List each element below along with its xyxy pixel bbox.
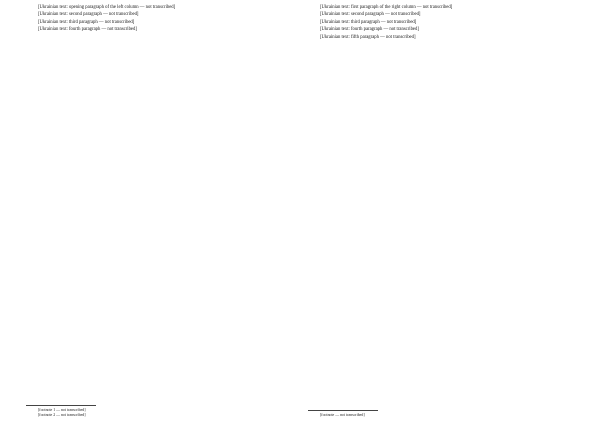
right-paragraph-2: [Ukrainian text: second paragraph — not transcribed]: [320, 12, 421, 18]
footnote-divider: [308, 410, 378, 411]
left-footnote-1: [footnote 1 — not transcribed]: [38, 407, 86, 412]
left-footnote-2: [footnote 2 — not transcribed]: [38, 412, 86, 417]
right-footnotes: [308, 408, 574, 418]
left-paragraph-2: [Ukrainian text: second paragraph — not transcribed]: [38, 12, 139, 18]
footnote-divider: [26, 405, 96, 406]
left-column-body: [26, 4, 290, 362]
right-text-column: [308, 4, 574, 418]
right-paragraph-1: [Ukrainian text: first paragraph of the right column — not transcribed]: [320, 5, 453, 10]
right-paragraph-3: [Ukrainian text: third paragraph — not transcribed]: [320, 19, 417, 25]
left-text-column: [26, 4, 290, 418]
left-paragraph-4: [Ukrainian text: fourth paragraph — not transcribed]: [38, 27, 137, 33]
right-paragraph-4: [Ukrainian text: fourth paragraph — not transcribed]: [320, 27, 419, 33]
right-paragraph-5: [Ukrainian text: fifth paragraph — not transcribed]: [320, 34, 416, 40]
right-footnote-1: [footnote — not transcribed]: [320, 412, 365, 417]
left-paragraph-3: [Ukrainian text: third paragraph — not transcribed]: [38, 19, 135, 25]
left-footnotes: [26, 403, 290, 418]
right-column-body: [308, 4, 574, 362]
left-paragraph-1: [Ukrainian text: opening paragraph of the left column — not transcribed]: [38, 5, 176, 10]
